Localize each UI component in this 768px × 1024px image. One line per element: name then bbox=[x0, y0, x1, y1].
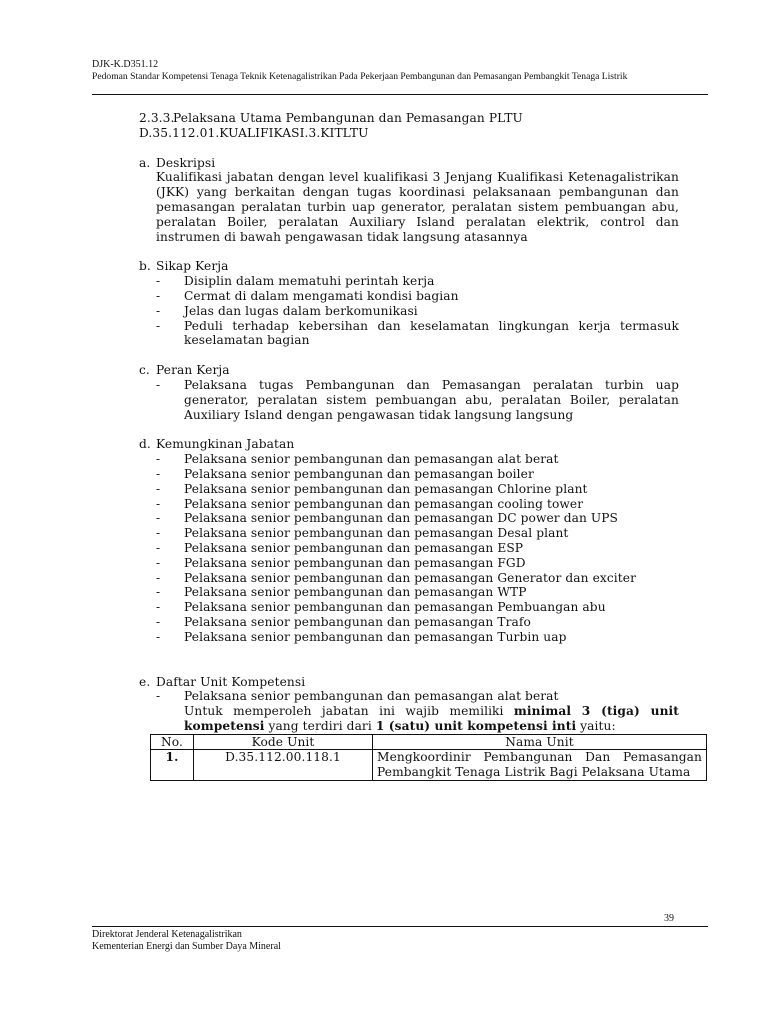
kemungkinan-jabatan-list bbox=[139, 452, 679, 644]
list-item: - Jelas dan lugas dalam berkomunikasi bbox=[156, 303, 418, 318]
main-content bbox=[139, 111, 702, 781]
column-header-kode: Kode Unit bbox=[194, 734, 373, 750]
cell-nama: Mengkoordinir Pembangunan Dan Pemasangan Pembangkit Tenaga Listrik Bagi Pelaksana Utama bbox=[373, 750, 707, 781]
deskripsi-heading-text: Deskripsi bbox=[156, 155, 216, 170]
daftar-unit-heading bbox=[139, 675, 679, 690]
list-item: - Pelaksana senior pembangunan dan pemasangan Turbin uap bbox=[156, 629, 567, 644]
list-item: - Pelaksana senior pembangunan dan pemasangan Chlorine plant bbox=[156, 481, 588, 496]
unit-requirement-text: Untuk memperoleh jabatan ini wajib memiliki minimal 3 (tiga) unit kompetensi yang terdiri dari 1 (satu) unit kompetensi inti yaitu: bbox=[184, 704, 679, 733]
sikap-kerja-list bbox=[139, 274, 679, 348]
unit-table bbox=[150, 734, 707, 781]
daftar-unit-label: e. bbox=[139, 674, 151, 689]
column-header-nama: Nama Unit bbox=[373, 734, 707, 750]
deskripsi-text: Kualifikasi jabatan dengan level kualifikasi 3 Jenjang Kualifikasi Ketenagalistrikan (JKK) yang berkaitan dengan tugas koordinasi pelaksanaan pembangunan dan pemasangan peralatan turbin uap generator, peralatan sistem pembuangan abu, peralatan Boiler, peralatan Auxiliary Island peralatan elektrik, control dan instrumen di bawah pengawasan tidak langsung atasannya bbox=[156, 170, 679, 244]
deskripsi-heading bbox=[139, 156, 679, 171]
list-item: - Pelaksana senior pembangunan dan pemasangan Desal plant bbox=[156, 526, 569, 541]
list-item: - Pelaksana senior pembangunan dan pemasangan alat berat bbox=[156, 452, 559, 467]
list-item: - Peduli terhadap kebersihan dan keselamatan lingkungan kerja termasuk keselamatan bagian bbox=[156, 318, 679, 348]
peran-kerja-heading-text: Peran Kerja bbox=[156, 363, 230, 378]
section-number: 2.3.3. bbox=[139, 111, 175, 125]
footer-line-2: Kementerian Energi dan Sumber Daya Mineral bbox=[92, 941, 281, 952]
table-header-row bbox=[151, 734, 707, 750]
peran-kerja-label: c. bbox=[139, 363, 150, 378]
section-title bbox=[139, 111, 679, 126]
list-item: - Pelaksana senior pembangunan dan pemasangan WTP bbox=[156, 585, 527, 600]
header-divider bbox=[92, 94, 708, 95]
list-item: - Pelaksana senior pembangunan dan pemasangan ESP bbox=[156, 540, 524, 555]
cell-no: 1. bbox=[151, 750, 194, 781]
page-header bbox=[92, 59, 712, 82]
deskripsi-label: a. bbox=[139, 155, 151, 170]
guideline-title: Pedoman Standar Kompetensi Tenaga Teknik Ketenagalistrikan Pada Pekerjaan Pembangunan dan Pemasangan Pembangkit Tenaga Listrik bbox=[92, 70, 628, 82]
kemungkinan-jabatan-label: d. bbox=[139, 437, 151, 452]
document-code: DJK-K.D351.12 bbox=[92, 59, 159, 70]
table-row bbox=[151, 750, 707, 781]
daftar-unit-list bbox=[139, 689, 679, 704]
section-kemungkinan-jabatan bbox=[139, 437, 679, 674]
sikap-kerja-label: b. bbox=[139, 259, 151, 274]
qualification-code: D.35.112.01.KUALIFIKASI.3.KITLTU bbox=[139, 125, 369, 140]
list-item: - Pelaksana tugas Pembangunan dan Pemasangan peralatan turbin uap generator, peralatan sistem pembuangan abu, peralatan Boiler, peralatan Auxiliary Island dengan pengawasan tidak langsung langsung bbox=[156, 377, 679, 422]
sikap-kerja-heading-text: Sikap Kerja bbox=[156, 259, 229, 274]
section-sikap-kerja bbox=[139, 259, 679, 363]
section-code bbox=[139, 126, 679, 141]
page-footer bbox=[92, 929, 281, 953]
kemungkinan-jabatan-heading-text: Kemungkinan Jabatan bbox=[156, 437, 295, 452]
sikap-kerja-heading bbox=[139, 259, 679, 274]
section-title-text: Pelaksana Utama Pembangunan dan Pemasangan PLTU bbox=[173, 111, 523, 125]
list-item: - Pelaksana senior pembangunan dan pemasangan boiler bbox=[156, 466, 534, 481]
page-number: 39 bbox=[664, 913, 674, 924]
peran-kerja-heading bbox=[139, 363, 679, 378]
list-item: - Disiplin dalam mematuhi perintah kerja bbox=[156, 274, 435, 289]
section-peran-kerja bbox=[139, 363, 679, 437]
footer-line-1: Direktorat Jenderal Ketenagalistrikan bbox=[92, 929, 242, 940]
section-daftar-unit bbox=[139, 674, 702, 782]
column-header-no: No. bbox=[151, 734, 194, 750]
list-item: - Pelaksana senior pembangunan dan pemasangan Trafo bbox=[156, 614, 531, 629]
footer-divider bbox=[92, 926, 708, 927]
section-deskripsi bbox=[139, 156, 679, 245]
peran-kerja-list bbox=[139, 378, 679, 422]
list-item: - Pelaksana senior pembangunan dan pemasangan FGD bbox=[156, 555, 526, 570]
list-item: - Pelaksana senior pembangunan dan pemasangan alat berat bbox=[156, 689, 559, 704]
list-item: - Pelaksana senior pembangunan dan pemasangan Pembuangan abu bbox=[156, 600, 606, 615]
kemungkinan-jabatan-heading bbox=[139, 437, 679, 452]
daftar-unit-heading-text: Daftar Unit Kompetensi bbox=[156, 674, 306, 689]
list-item: - Cermat di dalam mengamati kondisi bagian bbox=[156, 288, 459, 303]
cell-kode: D.35.112.00.118.1 bbox=[194, 750, 373, 781]
list-item: - Pelaksana senior pembangunan dan pemasangan cooling tower bbox=[156, 496, 584, 511]
list-item: - Pelaksana senior pembangunan dan pemasangan Generator dan exciter bbox=[156, 570, 637, 585]
list-item: - Pelaksana senior pembangunan dan pemasangan DC power dan UPS bbox=[156, 511, 619, 526]
